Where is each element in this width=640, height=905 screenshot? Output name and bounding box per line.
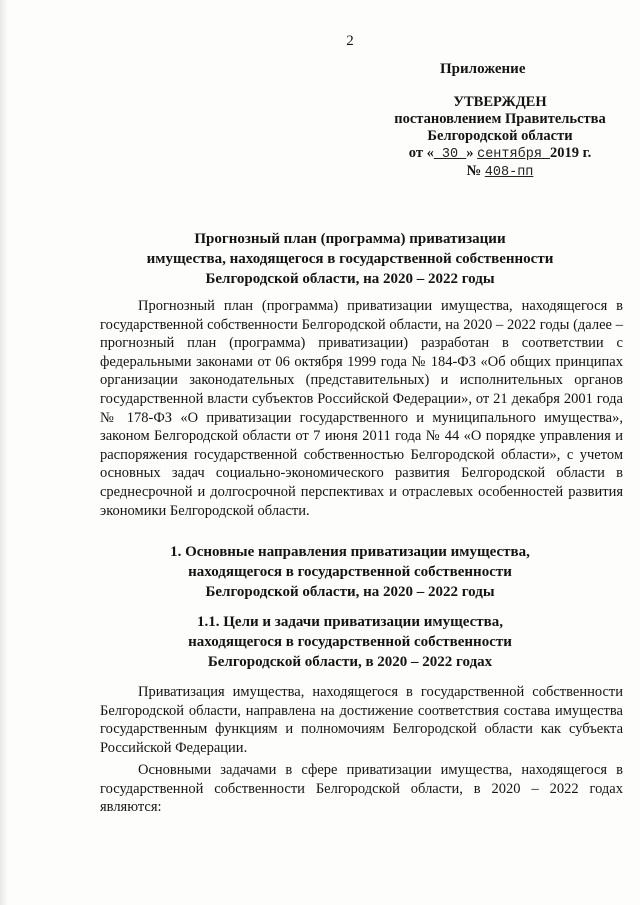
intro-paragraph-text: Прогнозный план (программа) приватизации имущества, находящегося в государственной собственности Белгородской области, на 2020 – 2022 годы (далее – прогнозный план (программа) приватизации) разработан в соответствии с федеральными законами от 06 октября 1999 года № 184-ФЗ «Об общих принципах организации законодательных (представительных) и исполнительных органов государственной власти субъектов Российской Федерации», от 21 декабря 2001 года № 178-ФЗ «О приватизации государственного и муниципального имущества», законом Белгородской области от 7 июня 2011 года № 44 «О порядке управления и распоряжения государственной собственностью Белгородской области», с учетом основных задач социально-экономического развития Белгородской области в среднесрочной и долгосрочной перспективах и отраслевых особенностей развития экономики Белгородской области.	[100, 298, 623, 519]
section-1-line-1: 1. Основные направления приватизации имущества,	[170, 544, 530, 560]
date-month: сентября	[477, 147, 551, 162]
goals-paragraph-text: Приватизация имущества, находящегося в государственной собственности Белгородской области, направлена на достижение соответствия состава имущества государственным функциям и полномочиям Белгородской области как субъекта Российской Федерации.	[100, 684, 623, 756]
scan-edge-shadow	[0, 0, 8, 905]
title-line-1: Прогнозный план (программа) приватизации	[194, 231, 506, 247]
section-1-1-line-2: находящегося в государственной собственности	[188, 634, 512, 650]
approval-block	[370, 94, 630, 181]
number-value: 408-пп	[484, 165, 534, 180]
tasks-paragraph-text: Основными задачами в сфере приватизации имущества, находящегося в государственной собственности Белгородской области, в 2020 – 2022 годах являются:	[100, 762, 623, 816]
date-mid: »	[466, 145, 478, 161]
approval-date-line	[370, 145, 630, 163]
approval-region-line: Белгородской области	[427, 128, 573, 144]
appendix-label: Приложение	[440, 61, 526, 77]
section-1-heading	[120, 542, 580, 602]
date-prefix: от «	[408, 145, 434, 161]
document-title	[120, 229, 580, 289]
title-line-3: Белгородской области, на 2020 – 2022 годы	[205, 271, 495, 287]
intro-paragraph	[100, 297, 623, 520]
approval-number-line	[370, 163, 630, 181]
section-1-1-line-3: Белгородской области, в 2020 – 2022 годах	[207, 654, 493, 670]
page-number: 2	[346, 33, 354, 49]
title-line-2: имущества, находящегося в государственной собственности	[146, 251, 554, 267]
tasks-paragraph	[100, 761, 623, 817]
section-1-line-3: Белгородской области, на 2020 – 2022 годы	[205, 584, 495, 600]
goals-paragraph	[100, 683, 623, 757]
section-1-1-heading	[120, 612, 580, 672]
approval-heading: УТВЕРЖДЕН	[453, 94, 547, 110]
section-1-1-line-1: 1.1. Цели и задачи приватизации имущества,	[197, 614, 503, 630]
date-year: 2019 г.	[550, 145, 592, 161]
approval-decree-line: постановлением Правительства	[394, 111, 606, 127]
section-1-line-2: находящегося в государственной собственности	[188, 564, 512, 580]
date-day: 30	[433, 147, 467, 162]
number-prefix: №	[466, 163, 485, 179]
